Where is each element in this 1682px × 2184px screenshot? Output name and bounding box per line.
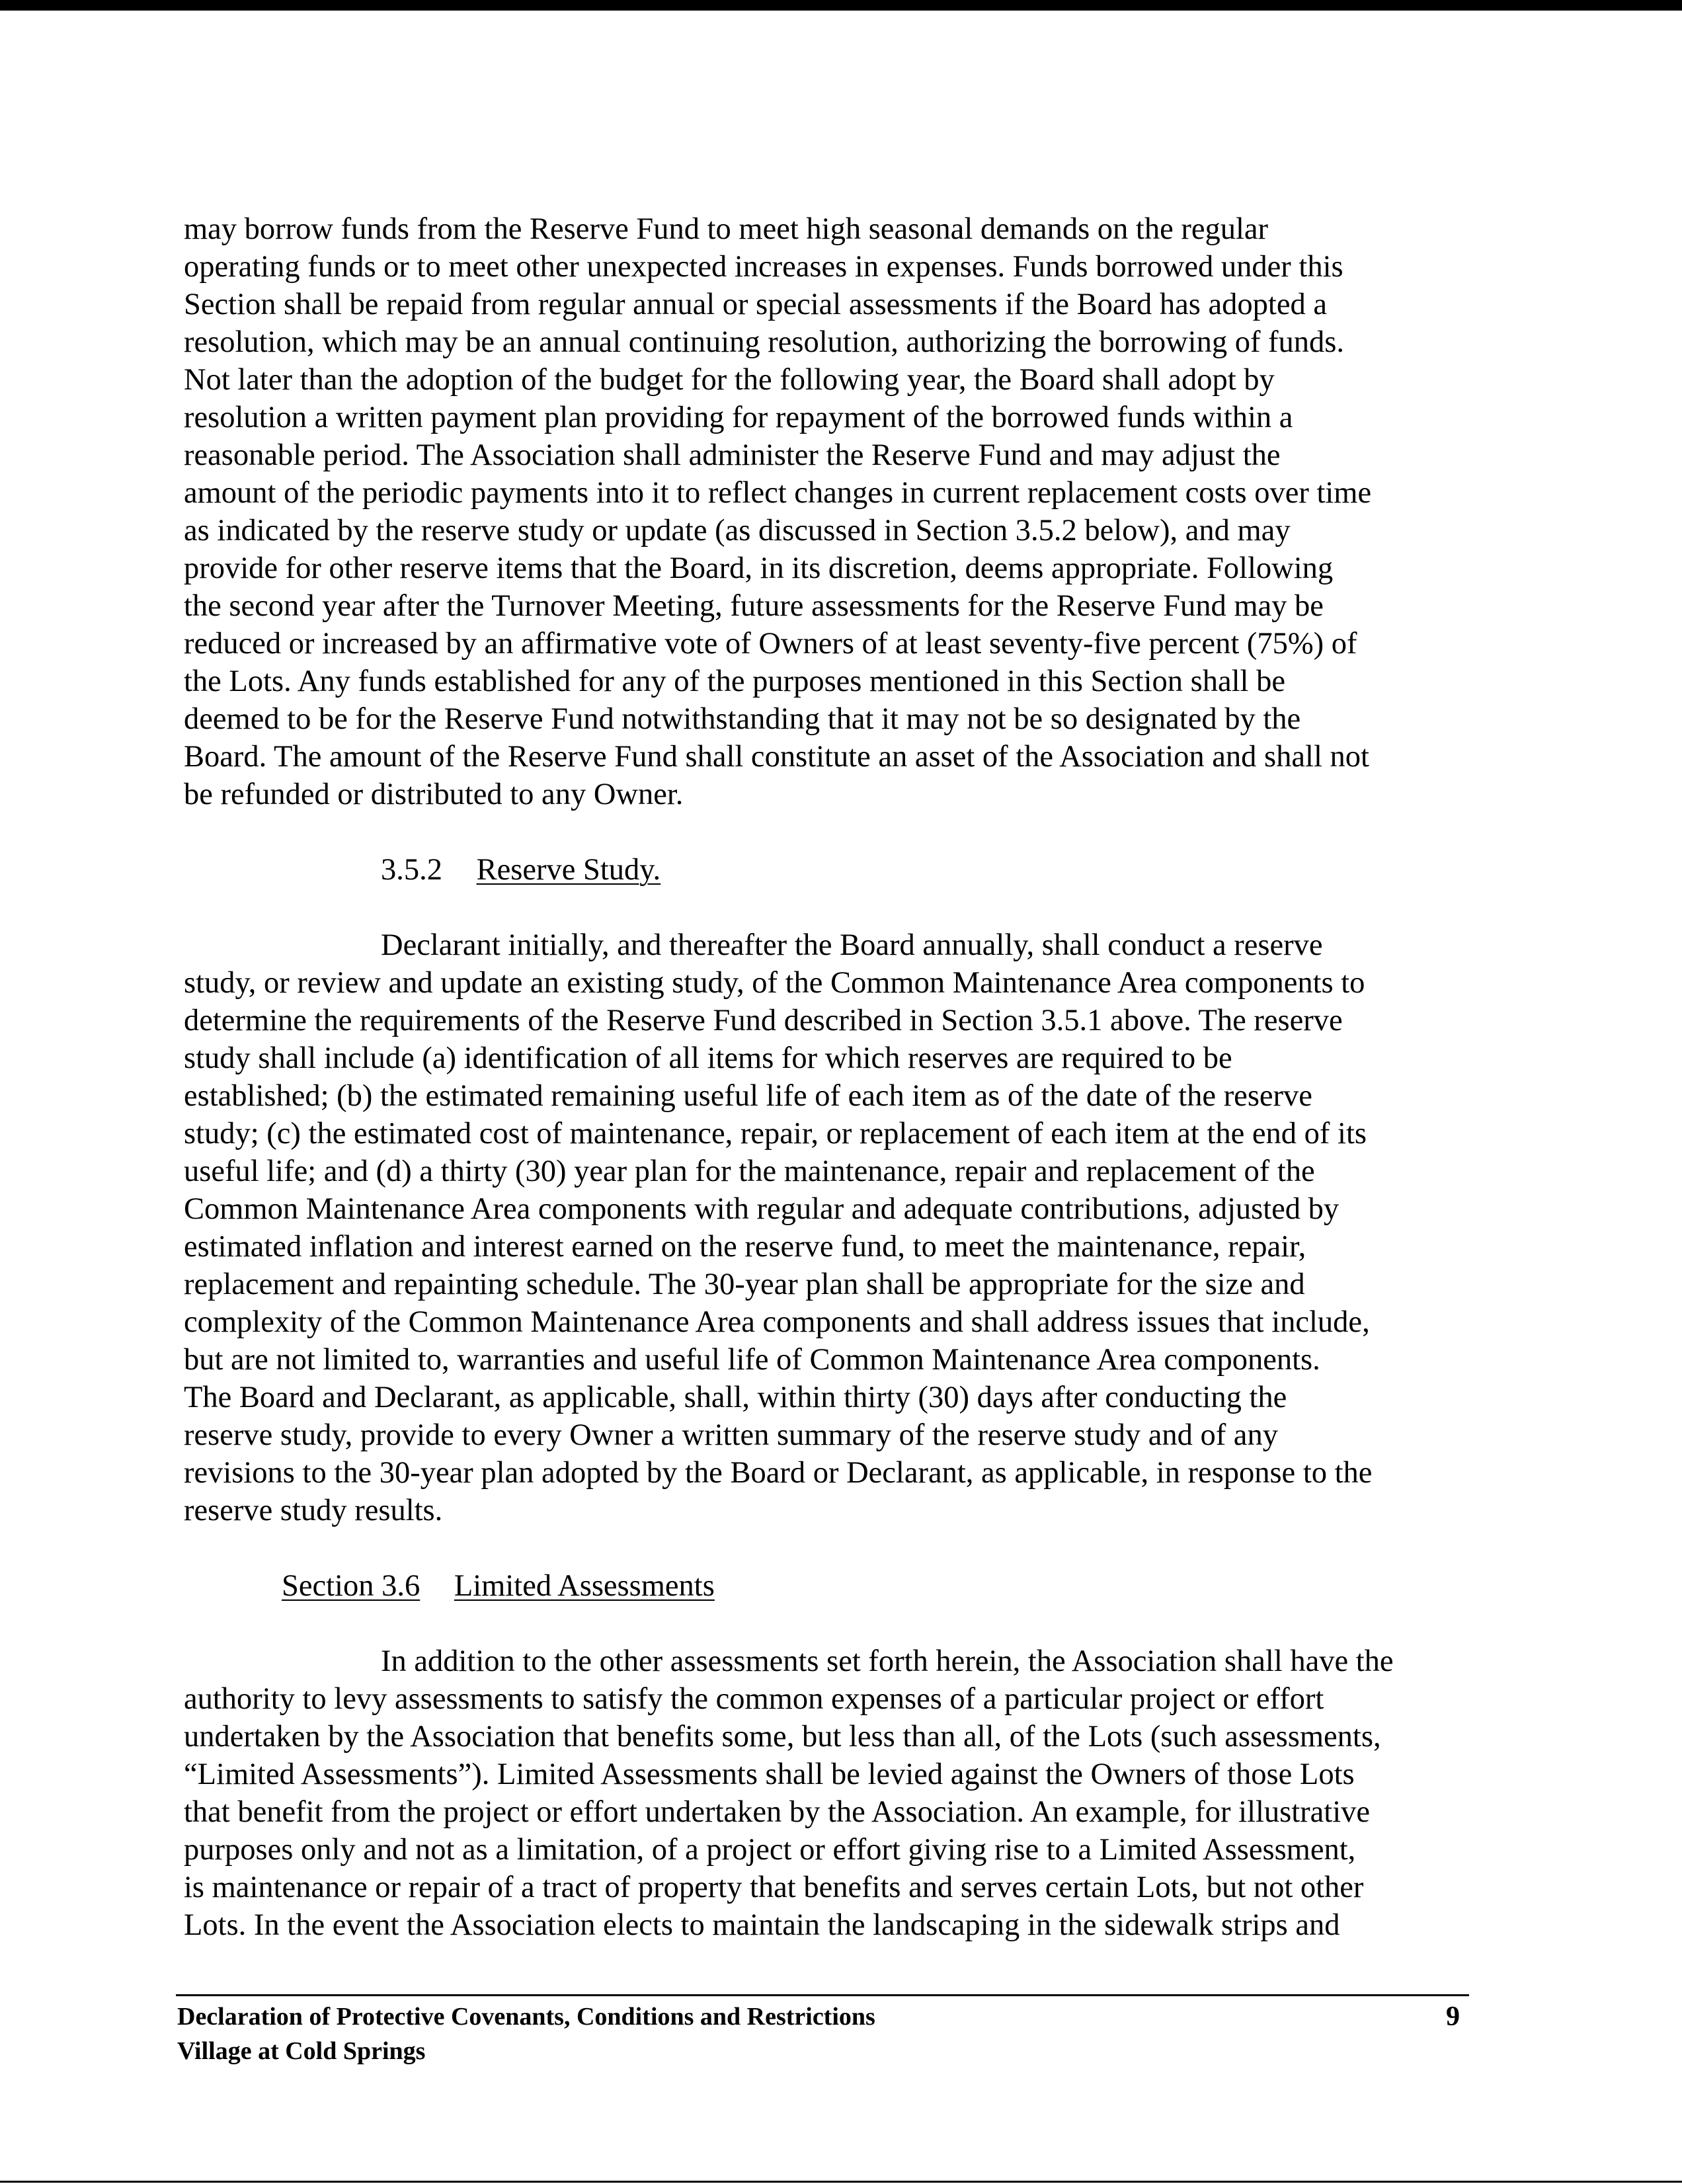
text-line: Declarant initially, and thereafter the Board annually, shall conduct a reserve <box>381 928 1323 962</box>
text-line: In addition to the other assessments set forth herein, the Association shall have the <box>381 1644 1394 1678</box>
text-line: The Board and Declarant, as applicable, shall, within thirty (30) days after conducting the <box>184 1381 1287 1414</box>
subsection-title: Reserve Study. <box>476 853 661 887</box>
paragraph-reserve-study <box>184 926 1480 1529</box>
scan-border-bottom <box>0 2181 1682 2183</box>
text-line: provide for other reserve items that the Board, in its discretion, deems appropriate. Following <box>184 551 1334 585</box>
section-number: Section 3.6 <box>282 1569 421 1603</box>
section-title: Limited Assessments <box>454 1569 715 1603</box>
text-line: “Limited Assessments”). Limited Assessments shall be levied against the Owners of those Lots <box>184 1758 1355 1791</box>
text-line: estimated inflation and interest earned on the reserve fund, to meet the maintenance, repair, <box>184 1230 1306 1264</box>
text-line: may borrow funds from the Reserve Fund to meet high seasonal demands on the regular <box>184 212 1269 246</box>
text-line: resolution a written payment plan providing for repayment of the borrowed funds within a <box>184 401 1293 434</box>
text-line: be refunded or distributed to any Owner. <box>184 778 684 811</box>
text-line: reasonable period. The Association shall administer the Reserve Fund and may adjust the <box>184 438 1281 472</box>
footer-divider <box>176 1994 1469 1996</box>
text-line: Not later than the adoption of the budget for the following year, the Board shall adopt by <box>184 363 1275 397</box>
text-line: replacement and repainting schedule. The 30-year plan shall be appropriate for the size and <box>184 1268 1305 1301</box>
subsection-heading <box>184 851 1480 889</box>
text-line: Common Maintenance Area components with regular and adequate contributions, adjusted by <box>184 1192 1340 1226</box>
text-line: as indicated by the reserve study or update (as discussed in Section 3.5.2 below), and may <box>184 514 1291 547</box>
text-line: amount of the periodic payments into it to reflect changes in current replacement costs over time <box>184 476 1372 510</box>
paragraph-reserve-fund <box>184 210 1480 813</box>
text-line: complexity of the Common Maintenance Area components and shall address issues that include, <box>184 1305 1370 1339</box>
text-line: reserve study, provide to every Owner a written summary of the reserve study and of any <box>184 1418 1278 1452</box>
scan-border-top <box>0 0 1682 11</box>
footer-project-name: Village at Cold Springs <box>177 2037 426 2065</box>
page-number: 9 <box>1446 2002 1460 2032</box>
text-line: purposes only and not as a limitation, of a project or effort giving rise to a Limited Assessment, <box>184 1833 1356 1867</box>
text-line: undertaken by the Association that benefits some, but less than all, of the Lots (such assessments, <box>184 1720 1381 1754</box>
text-line: the Lots. Any funds established for any of the purposes mentioned in this Section shall be <box>184 665 1285 698</box>
text-line: but are not limited to, warranties and useful life of Common Maintenance Area components. <box>184 1343 1320 1377</box>
paragraph-limited-assessments <box>184 1642 1480 1944</box>
text-line: established; (b) the estimated remaining useful life of each item as of the date of the reserve <box>184 1079 1312 1113</box>
text-line: deemed to be for the Reserve Fund notwithstanding that it may not be so designated by the <box>184 702 1301 736</box>
page-footer <box>177 2000 1460 2068</box>
text-line: Lots. In the event the Association elects to maintain the landscaping in the sidewalk strips and <box>184 1908 1340 1942</box>
text-line: resolution, which may be an annual continuing resolution, authorizing the borrowing of funds. <box>184 325 1345 359</box>
text-line: determine the requirements of the Reserve Fund described in Section 3.5.1 above. The reserve <box>184 1004 1343 1037</box>
text-line: operating funds or to meet other unexpected increases in expenses. Funds borrowed under this <box>184 250 1343 284</box>
text-line: study, or review and update an existing study, of the Common Maintenance Area components to <box>184 966 1365 1000</box>
section-heading <box>184 1567 1480 1605</box>
text-line: authority to levy assessments to satisfy the common expenses of a particular project or effort <box>184 1682 1324 1716</box>
text-line: reduced or increased by an affirmative vote of Owners of at least seventy-five percent (75%) of <box>184 627 1357 661</box>
text-line: the second year after the Turnover Meeting, future assessments for the Reserve Fund may be <box>184 589 1324 623</box>
text-line: Section shall be repaid from regular annual or special assessments if the Board has adopted a <box>184 288 1327 321</box>
text-line: useful life; and (d) a thirty (30) year plan for the maintenance, repair and replacement of the <box>184 1154 1315 1188</box>
text-line: study; (c) the estimated cost of maintenance, repair, or replacement of each item at the end of its <box>184 1117 1367 1151</box>
text-line: study shall include (a) identification of all items for which reserves are required to be <box>184 1041 1232 1075</box>
subsection-number: 3.5.2 <box>381 853 442 887</box>
document-page <box>184 210 1480 1944</box>
text-line: is maintenance or repair of a tract of property that benefits and serves certain Lots, but not other <box>184 1871 1364 1904</box>
text-line: revisions to the 30-year plan adopted by the Board or Declarant, as applicable, in response to the <box>184 1456 1373 1490</box>
text-line: that benefit from the project or effort undertaken by the Association. An example, for illustrative <box>184 1795 1371 1829</box>
text-line: Board. The amount of the Reserve Fund shall constitute an asset of the Association and shall not <box>184 740 1369 774</box>
footer-document-title: Declaration of Protective Covenants, Conditions and Restrictions <box>177 2003 875 2031</box>
text-line: reserve study results. <box>184 1494 443 1527</box>
